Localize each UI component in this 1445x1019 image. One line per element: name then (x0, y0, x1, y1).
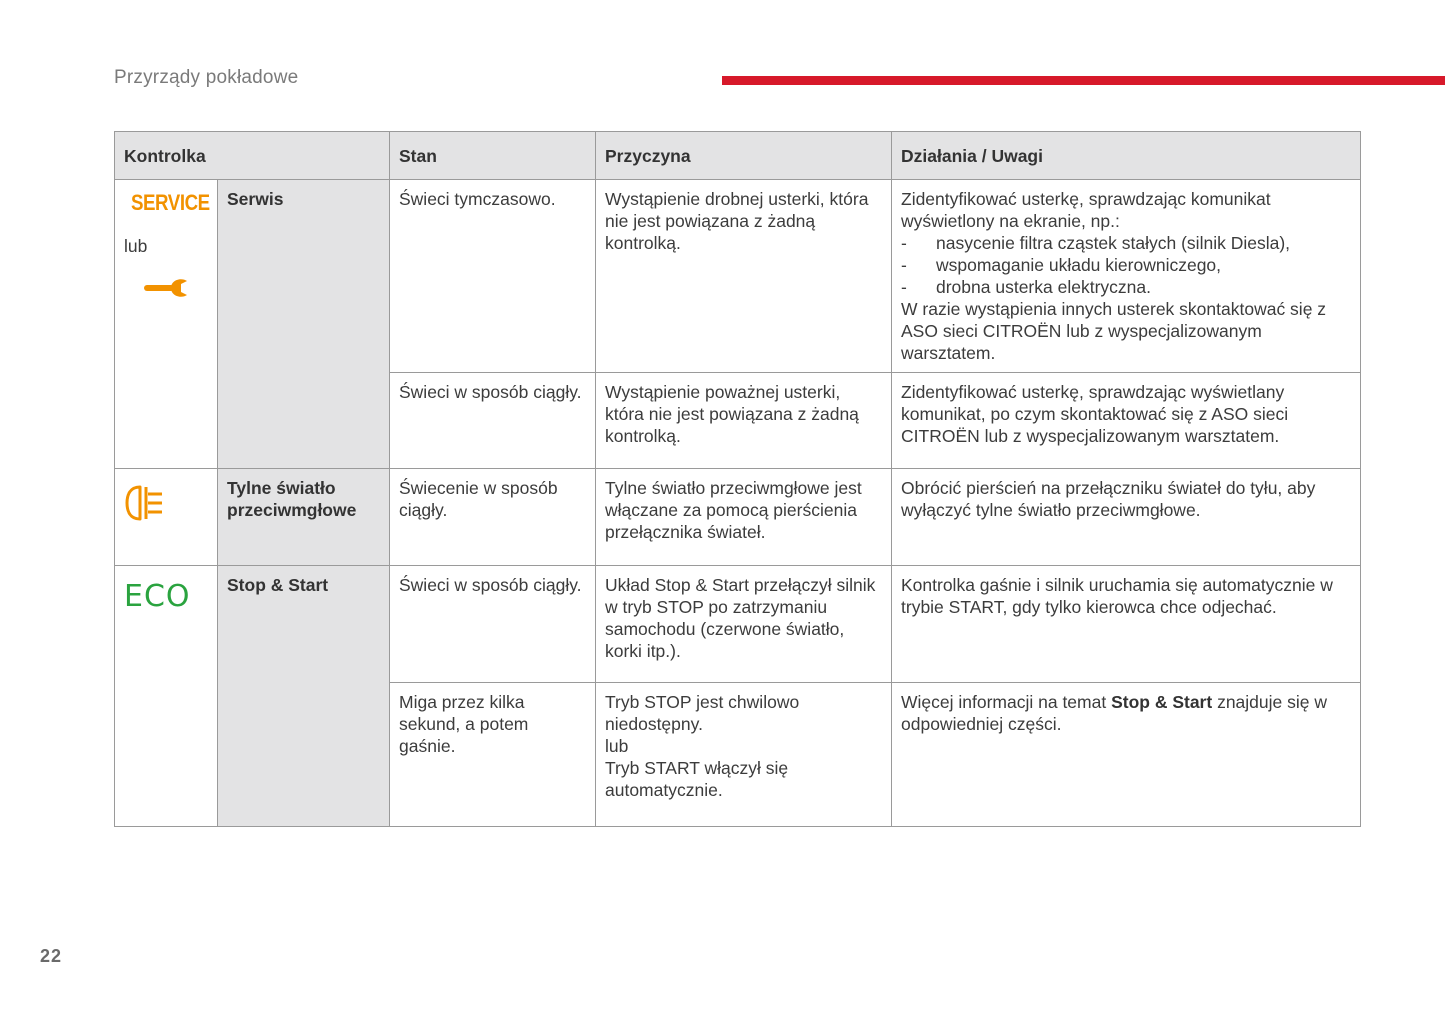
dzialania-outro: W razie wystąpienia innych usterek skontaktować się z ASO sieci CITROËN lub z wyspecjalizowanym warsztatem. (901, 299, 1327, 363)
wrench-icon (141, 275, 191, 301)
service-icon-cell (115, 180, 218, 469)
eco-icon: ECO (124, 579, 191, 614)
dzialania-cell: Kontrolka gaśnie i silnik uruchamia się automatycznie w trybie START, gdy tylko kierowca chce odjechać. (892, 566, 1361, 683)
table-row (115, 180, 1361, 373)
dzialania-intro: Zidentyfikować usterkę, sprawdzając komunikat wyświetlony na ekranie, np.: (901, 189, 1271, 231)
eco-icon-cell (115, 566, 218, 827)
table-row (115, 469, 1361, 566)
column-header-stan: Stan (390, 132, 596, 180)
stop-start-bold: Stop & Start (1111, 692, 1213, 712)
dzialania-cell: Więcej informacji na temat Stop & Start znajduje się w odpowiedniej części. (892, 683, 1361, 827)
section-accent-bar (722, 76, 1445, 85)
przyczyna-cell: Tylne światło przeciwmgłowe jest włączane za pomocą pierścienia przełącznika świateł. (596, 469, 892, 566)
table-row (115, 566, 1361, 683)
section-title: Przyrządy pokładowe (114, 67, 299, 88)
icon-or-label: lub (124, 236, 148, 256)
light-name-stop-start: Stop & Start (218, 566, 390, 827)
warning-lights-table (114, 131, 1361, 827)
column-header-kontrolka: Kontrolka (115, 132, 390, 180)
przyczyna-part: Tryb STOP jest chwilowo niedostępny. (605, 692, 800, 734)
stan-cell: Miga przez kilka sekund, a potem gaśnie. (390, 683, 596, 827)
przyczyna-cell: Wystąpienie drobnej usterki, która nie jest powiązana z żadną kontrolką. (596, 180, 892, 373)
light-name-serwis: Serwis (218, 180, 390, 469)
rear-fog-light-icon (124, 483, 170, 523)
przyczyna-cell: Wystąpienie poważnej usterki, która nie jest powiązana z żadną kontrolką. (596, 373, 892, 469)
stan-cell: Świeci tymczasowo. (390, 180, 596, 373)
przyczyna-or: lub (605, 736, 629, 756)
przyczyna-cell (596, 683, 892, 827)
stan-cell: Świecenie w sposób ciągły. (390, 469, 596, 566)
column-header-dzialania: Działania / Uwagi (892, 132, 1361, 180)
przyczyna-cell: Układ Stop & Start przełączył silnik w tryb STOP po zatrzymaniu samochodu (czerwone światło, korki itp.). (596, 566, 892, 683)
stan-cell: Świeci w sposób ciągły. (390, 373, 596, 469)
light-name-fog: Tylne światło przeciwmgłowe (218, 469, 390, 566)
dzialania-cell (892, 180, 1361, 373)
column-header-przyczyna: Przyczyna (596, 132, 892, 180)
list-item: - drobna usterka elektryczna. (901, 277, 1151, 297)
fog-icon-cell (115, 469, 218, 566)
przyczyna-part: Tryb START włączył się automatycznie. (605, 758, 789, 800)
service-icon: SERVICE (130, 190, 210, 215)
dzialania-cell: Zidentyfikować usterkę, sprawdzając wyświetlany komunikat, po czym skontaktować się z ASO sieci CITROËN lub z wyspecjalizowanym warsztatem. (892, 373, 1361, 469)
list-item: - wspomaganie układu kierowniczego, (901, 255, 1222, 275)
dzialania-cell: Obrócić pierścień na przełączniku świateł do tyłu, aby wyłączyć tylne światło przeciwmgłowe. (892, 469, 1361, 566)
stan-cell: Świeci w sposób ciągły. (390, 566, 596, 683)
list-item: - nasycenie filtra cząstek stałych (silnik Diesla), (901, 233, 1291, 253)
table-header-row (115, 132, 1361, 180)
page-number: 22 (40, 946, 63, 966)
